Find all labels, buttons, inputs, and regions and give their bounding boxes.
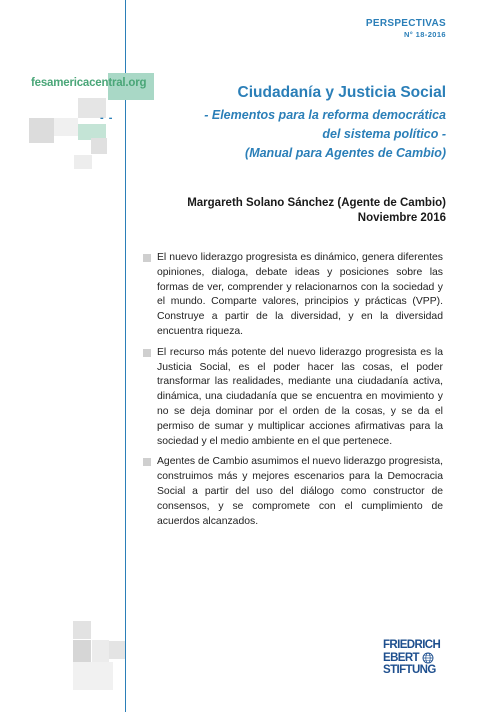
series-name: PERSPECTIVAS [365,18,446,29]
document-title: Ciudadanía y Justicia Social [237,84,446,101]
deco-square [73,621,91,639]
vertical-divider-line [125,0,126,712]
deco-square [109,641,125,659]
deco-square [73,640,91,662]
paragraph-text: Agentes de Cambio asumimos el nuevo liderazgo progresista, construimos más y mejores escenarios para la Democracia Social a partir del uso del diálogo como constructor de consensos, y se compromete con el cumplimiento de acuerdos alcanzados. [157,456,443,527]
square-bullet-icon [143,458,151,466]
deco-square [74,155,92,169]
list-item [143,346,443,450]
square-bullet-icon [143,254,151,262]
sidebar-dashes: - - [100,112,114,124]
paragraph-text: El recurso más potente del nuevo liderazgo progresista es la Justicia Social, es el poder hacer las cosas, el poder transformar las realidades, mediante una ciudadanía activa, dinámica, una ciudadanía que se encuentra en movimiento y no se deja dominar por el orden de la cosas, y se da el permiso de sumar y multiplicar acciones afirmativas para la sociedad y el medio ambiente en el que pertenece. [157,346,443,447]
subtitle-line: del sistema político - [322,127,446,141]
paragraph-text: El nuevo liderazgo progresista es dinámico, genera diferentes opiniones, dialoga, debate ideas y posiciones sobre las formas de ver, comprender y relacionarnos con la sociedad y el mundo. Comparte valores, principios y prácticas (VPP). Construye a partir de la diversidad, y en la diversidad encuentra riqueza. [157,252,443,337]
website-link[interactable]: fesamericacentral.org [31,77,147,89]
author-block [146,196,446,226]
globe-icon [422,652,434,664]
list-item [143,251,443,340]
subtitle-line: (Manual para Agentes de Cambio) [245,146,446,160]
author-name: Margareth Solano Sánchez (Agente de Cambio) [187,197,446,209]
series-number: N° 18-2016 [403,30,446,39]
publication-date: Noviembre 2016 [357,212,446,224]
square-bullet-icon [143,349,151,357]
deco-square [54,118,78,136]
body-paragraph-list [143,251,443,535]
logo-line: EBERT [383,651,419,664]
series-header [366,18,446,40]
deco-square [73,662,113,690]
list-item [143,455,443,529]
deco-square [29,118,54,143]
deco-square [92,640,109,662]
logo-line: FRIEDRICH [383,639,441,651]
deco-square [91,138,107,154]
fes-logo [383,639,443,677]
document-subtitle [146,106,446,163]
logo-line: STIFTUNG [383,664,436,676]
subtitle-line: - Elementos para la reforma democrática [204,108,446,122]
